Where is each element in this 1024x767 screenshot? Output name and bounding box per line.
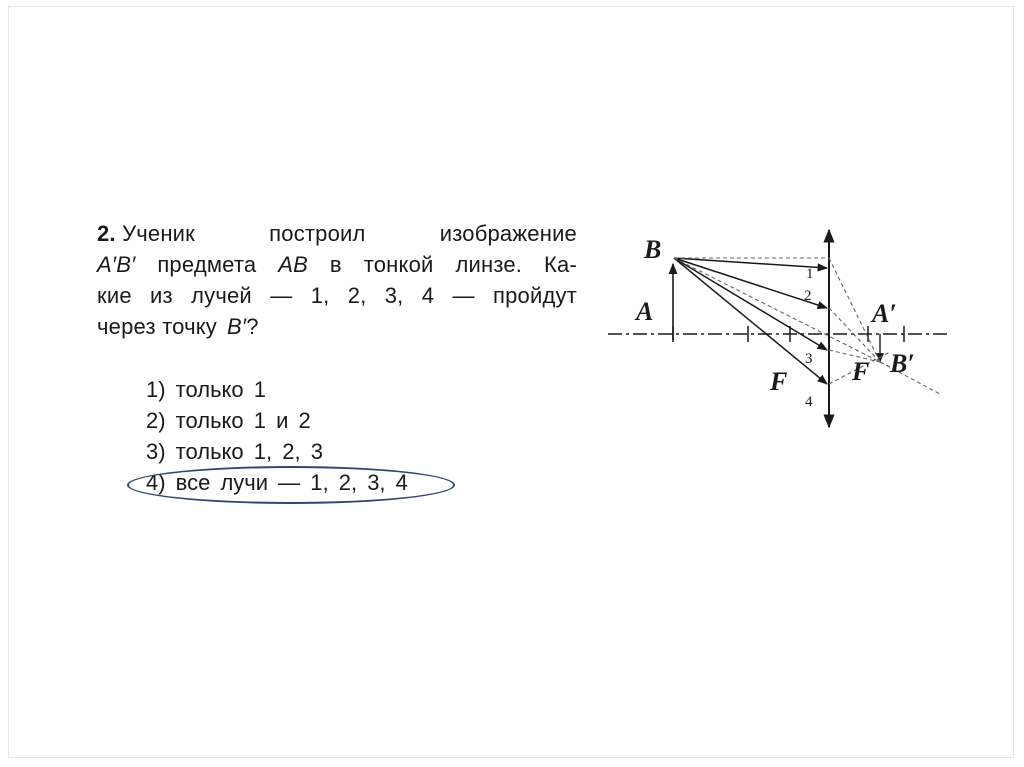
object-label: AB bbox=[278, 252, 309, 277]
image-label: A′B′ bbox=[97, 252, 136, 277]
ray-label-3: 3 bbox=[805, 351, 813, 367]
ray-3 bbox=[674, 258, 827, 350]
ray-label-2: 2 bbox=[804, 288, 812, 304]
label-focus-right: F bbox=[852, 357, 870, 386]
selected-answer-ring bbox=[127, 466, 455, 504]
label-b-prime: B′ bbox=[890, 349, 915, 378]
point-label: B′ bbox=[227, 314, 247, 339]
label-a: A bbox=[636, 297, 654, 326]
problem-line-4: через точку B′? bbox=[97, 314, 259, 339]
option-4[interactable]: 4) все лучи — 1, 2, 3, 4 bbox=[146, 470, 408, 495]
ray-label-1: 1 bbox=[806, 266, 814, 282]
label-a-prime: A′ bbox=[872, 299, 897, 328]
problem-line-1: 2. Ученик построил изображение bbox=[97, 221, 577, 246]
problem-line-3: кие из лучей — 1, 2, 3, 4 — пройдут bbox=[97, 283, 577, 308]
option-3[interactable]: 3) только 1, 2, 3 bbox=[146, 439, 323, 464]
problem-text bbox=[97, 218, 577, 342]
option-2[interactable]: 2) только 1 и 2 bbox=[146, 408, 311, 433]
ray-label-4: 4 bbox=[805, 394, 813, 410]
label-focus-left: F bbox=[770, 367, 788, 396]
option-1[interactable]: 1) только 1 bbox=[146, 377, 267, 402]
label-b: B bbox=[644, 235, 662, 264]
lens-diagram bbox=[600, 222, 960, 442]
ray-1 bbox=[674, 258, 827, 268]
problem-number: 2. bbox=[97, 221, 116, 246]
problem-line-2: A′B′ предмета AB в тонкой линзе. Ка- bbox=[97, 249, 577, 280]
